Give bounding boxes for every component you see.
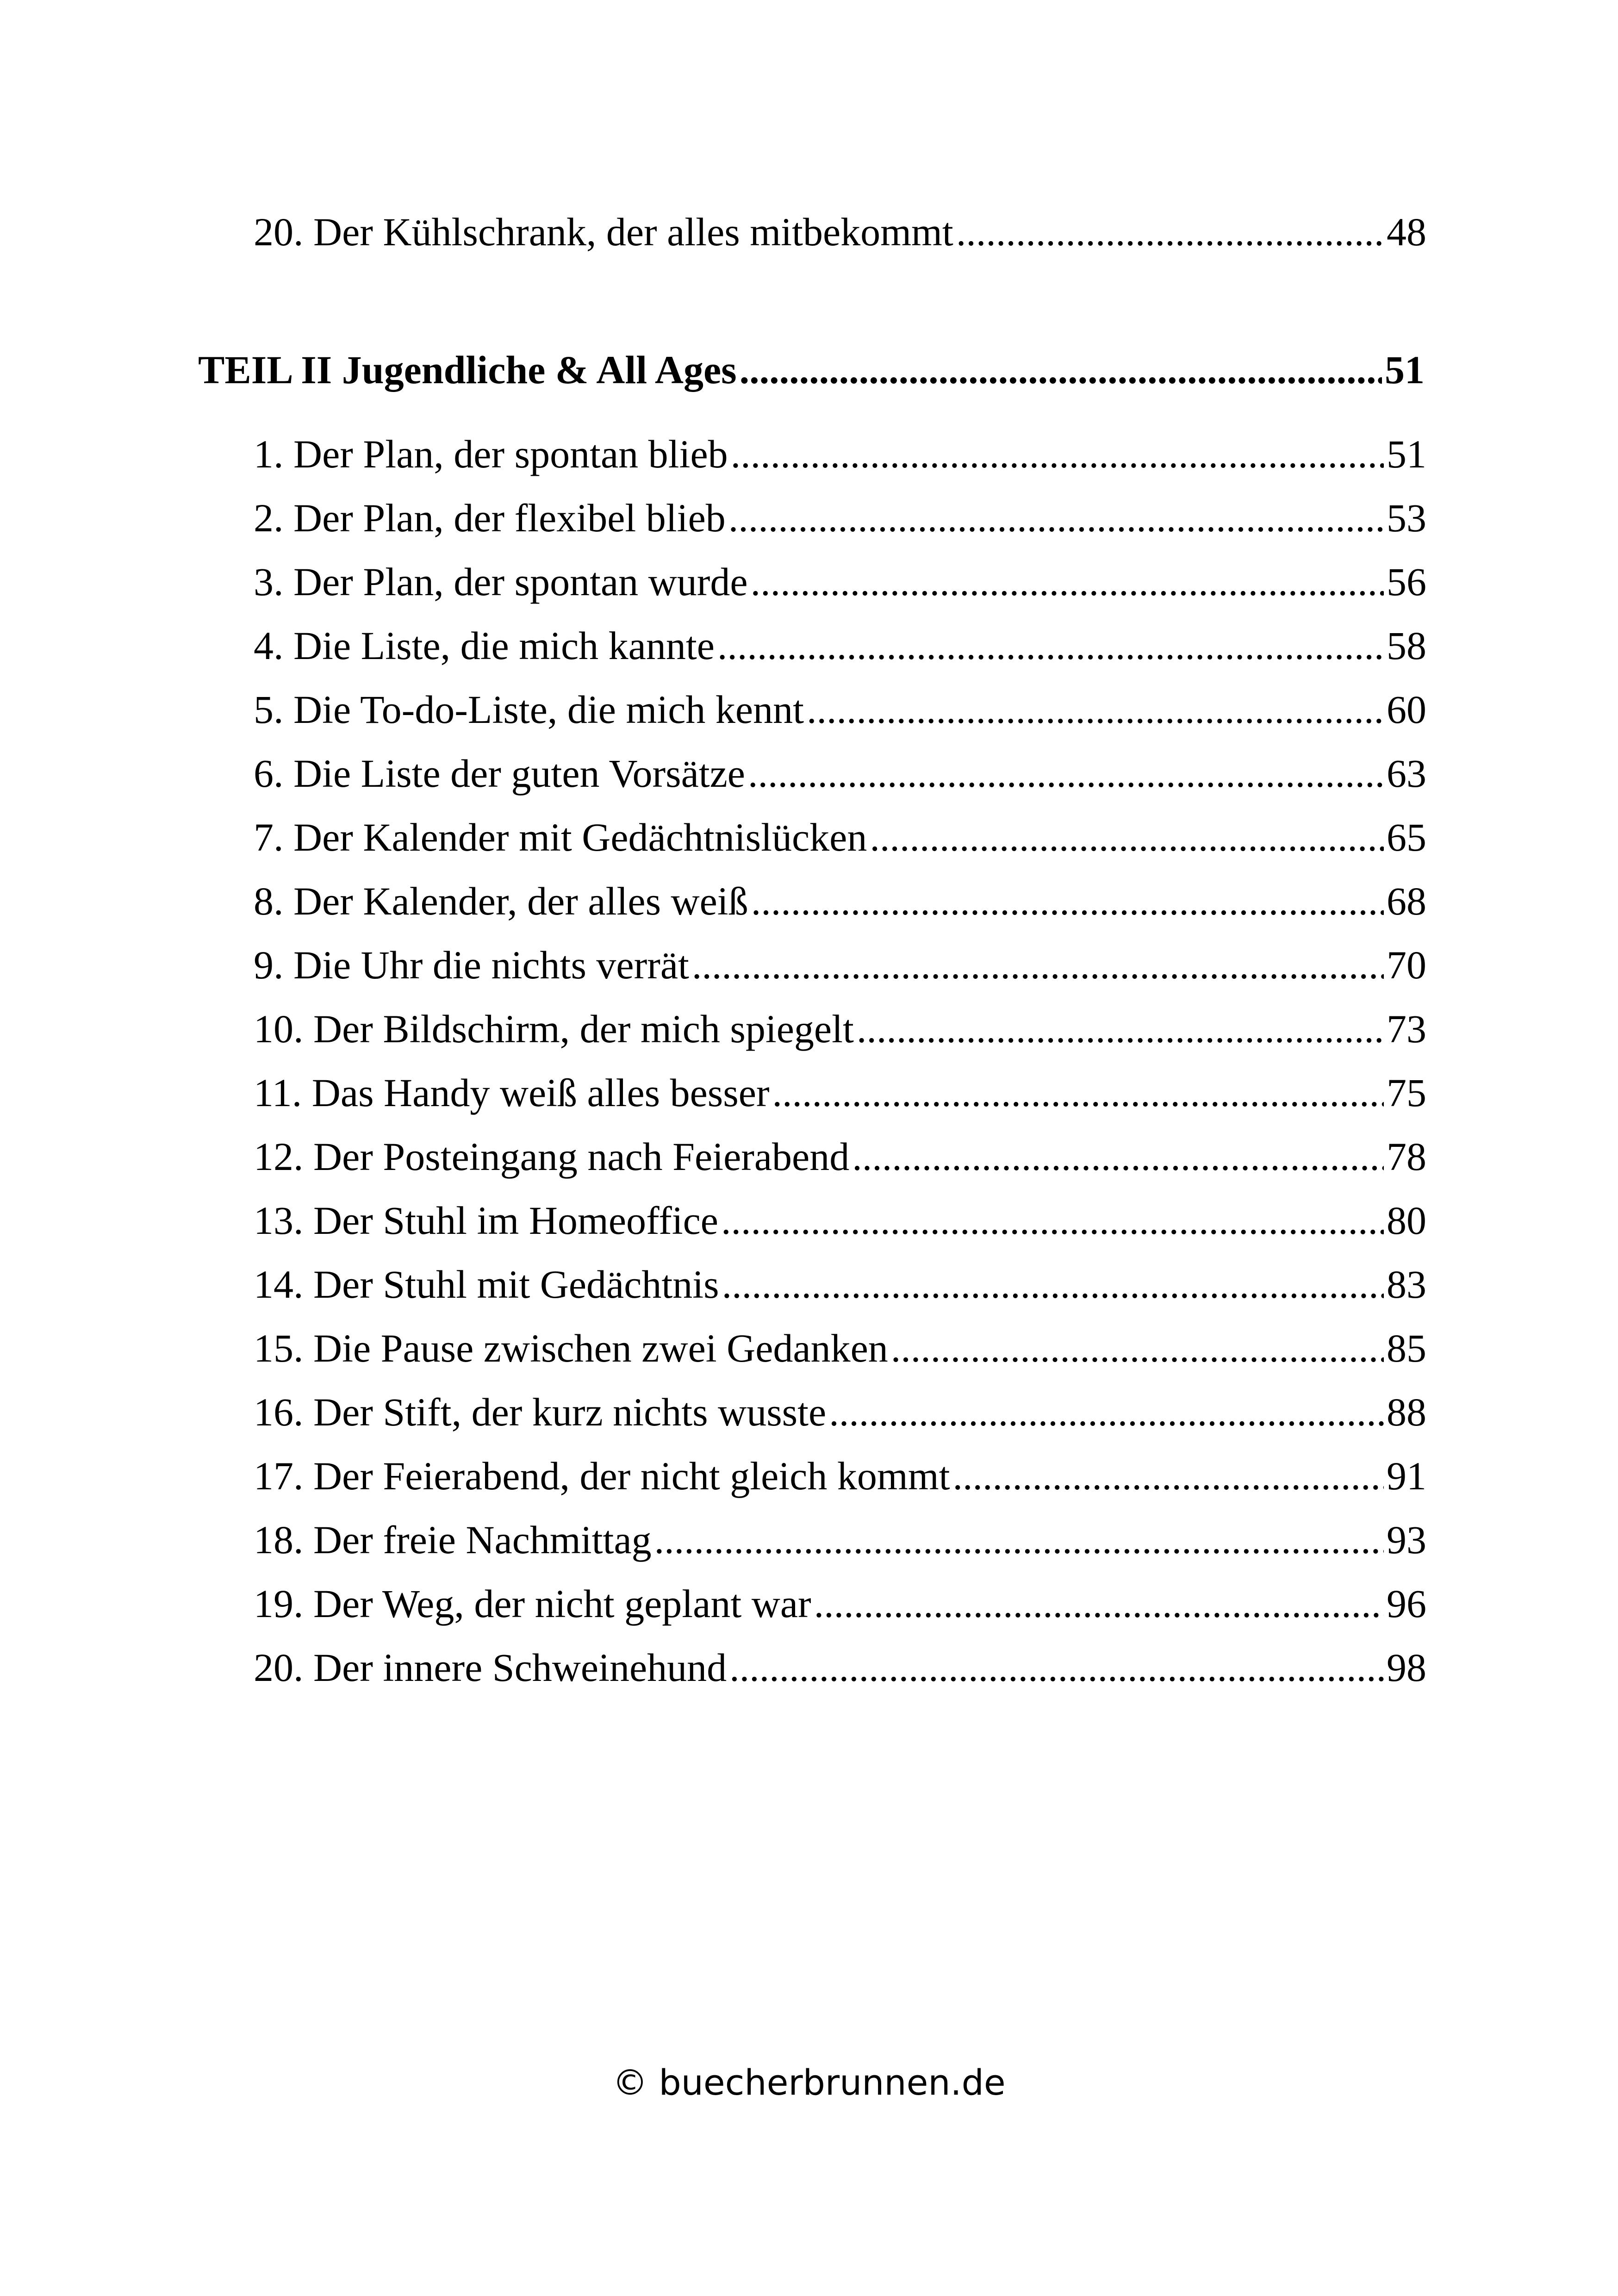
toc-entry — [254, 1009, 1426, 1049]
toc-entry — [254, 751, 1426, 796]
toc-entry — [254, 945, 1426, 985]
toc-entry — [254, 1198, 1426, 1243]
dot-leader — [953, 1456, 1384, 1496]
toc-entry-page: 58 — [1387, 623, 1426, 668]
toc-entry-title: 2. Der Plan, der flexibel blieb — [254, 496, 726, 540]
toc-entry-title: 11. Das Handy weiß alles besser — [254, 1070, 770, 1115]
dot-leader — [891, 1328, 1384, 1368]
toc-entry-title: 7. Der Kalender mit Gedächtnislücken — [254, 815, 867, 859]
dot-leader — [692, 945, 1384, 985]
toc-entry-page: 78 — [1387, 1134, 1426, 1179]
toc-entry-title: 1. Der Plan, der spontan blieb — [254, 432, 728, 476]
toc-entry-title: 9. Die Uhr die nichts verrät — [254, 943, 689, 987]
dot-leader — [829, 1392, 1384, 1432]
toc-entry-title: 14. Der Stuhl mit Gedächtnis — [254, 1262, 719, 1307]
dot-leader — [721, 1201, 1384, 1240]
toc-entry — [254, 1520, 1426, 1560]
toc-entry-title: 10. Der Bildschirm, der mich spiegelt — [254, 1007, 854, 1051]
toc-entry-page: 85 — [1387, 1326, 1426, 1370]
dot-leader — [729, 1648, 1384, 1687]
toc-entry — [254, 1581, 1426, 1626]
toc-entry-page: 48 — [1387, 210, 1426, 254]
dot-leader — [751, 562, 1384, 602]
toc-entry — [254, 434, 1426, 474]
footer-copyright: © buecherbrunnen.de — [612, 2062, 1006, 2103]
dot-leader — [748, 753, 1384, 793]
toc-entry-page: 63 — [1387, 751, 1426, 796]
toc-entry-page: 56 — [1387, 560, 1426, 604]
dot-leader — [740, 350, 1382, 390]
dot-leader — [772, 1073, 1384, 1113]
toc-entry-title: 15. Die Pause zwischen zwei Gedanken — [254, 1326, 888, 1370]
toc-entry-page: 98 — [1387, 1645, 1426, 1690]
toc-entry — [254, 1134, 1426, 1179]
toc-entry — [254, 1456, 1426, 1496]
toc-part-heading — [198, 350, 1425, 390]
toc-entry-page: 65 — [1387, 815, 1426, 859]
toc-entry — [254, 1328, 1426, 1368]
toc-entry-page: 53 — [1387, 496, 1426, 540]
toc-entry-page: 51 — [1387, 432, 1426, 476]
toc-part-title: TEIL II Jugendliche & All Ages — [198, 348, 737, 392]
dot-leader — [852, 1137, 1384, 1176]
toc-entry-page: 70 — [1387, 943, 1426, 987]
dot-leader — [857, 1009, 1384, 1049]
dot-leader — [731, 434, 1384, 474]
dot-leader — [751, 881, 1384, 921]
toc-entry-title: 13. Der Stuhl im Homeoffice — [254, 1198, 718, 1243]
dot-leader — [654, 1520, 1384, 1560]
dot-leader — [956, 212, 1384, 252]
toc-entry-title: 6. Die Liste der guten Vorsätze — [254, 751, 745, 796]
toc-entry-title: 19. Der Weg, der nicht geplant war — [254, 1581, 811, 1626]
dot-leader — [728, 498, 1384, 538]
toc-entry — [254, 1070, 1426, 1115]
toc-part-page: 51 — [1385, 348, 1425, 392]
toc-entry-title: 4. Die Liste, die mich kannte — [254, 623, 715, 668]
dot-leader — [807, 690, 1384, 729]
toc-entry-page: 91 — [1387, 1454, 1426, 1498]
toc-entry-title: 18. Der freie Nachmittag — [254, 1518, 652, 1562]
toc-entry-title: 5. Die To-do-Liste, die mich kennt — [254, 687, 804, 732]
dot-leader — [717, 626, 1384, 666]
toc-entry-title: 12. Der Posteingang nach Feierabend — [254, 1134, 850, 1179]
toc-entry — [254, 687, 1426, 732]
dot-leader — [814, 1584, 1384, 1624]
toc-entry-title: 16. Der Stift, der kurz nichts wusste — [254, 1390, 827, 1434]
toc-entry — [254, 1645, 1426, 1690]
dot-leader — [870, 817, 1384, 857]
toc-entry-page: 68 — [1387, 879, 1426, 923]
toc-entry — [254, 1392, 1426, 1432]
toc-entry-page: 73 — [1387, 1007, 1426, 1051]
toc-entry-page: 83 — [1387, 1262, 1426, 1307]
toc-entry — [254, 817, 1426, 857]
toc-entry-title: 8. Der Kalender, der alles weiß — [254, 879, 748, 923]
toc-entry — [254, 881, 1426, 921]
toc-entry-title: 20. Der innere Schweinehund — [254, 1645, 727, 1690]
toc-entry — [254, 212, 1426, 252]
toc-entry-title: 20. Der Kühlschrank, der alles mitbekommt — [254, 210, 953, 254]
toc-entry — [254, 1262, 1426, 1307]
toc-entry-page: 75 — [1387, 1070, 1426, 1115]
dot-leader — [722, 1264, 1384, 1304]
toc-entry — [254, 498, 1426, 538]
toc-entry — [254, 562, 1426, 602]
toc-entry-title: 17. Der Feierabend, der nicht gleich kommt — [254, 1454, 950, 1498]
toc-entry-title: 3. Der Plan, der spontan wurde — [254, 560, 748, 604]
toc-entry-page: 96 — [1387, 1581, 1426, 1626]
toc-entry-page: 93 — [1387, 1518, 1426, 1562]
toc-entry-page: 88 — [1387, 1390, 1426, 1434]
toc-entry — [254, 623, 1426, 668]
toc-entry-page: 60 — [1387, 687, 1426, 732]
toc-entry-page: 80 — [1387, 1198, 1426, 1243]
